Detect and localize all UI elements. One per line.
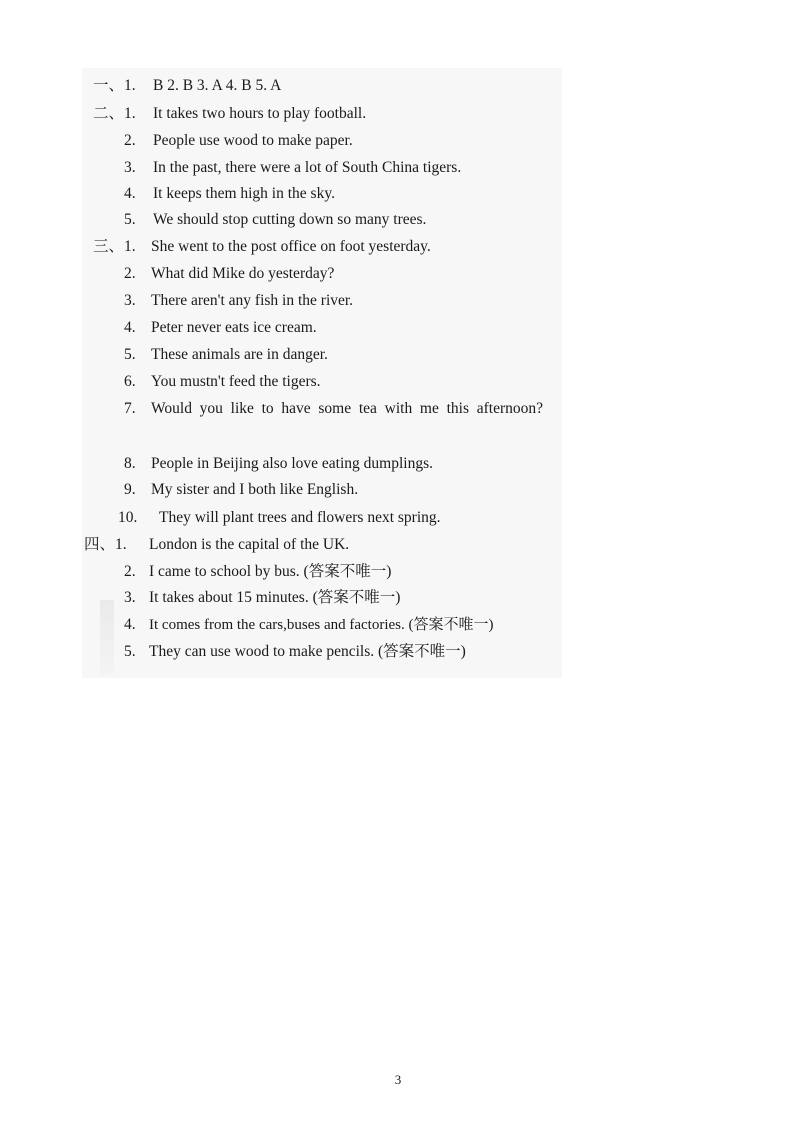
item-number: 2. (124, 563, 136, 580)
item-number: 1. (124, 238, 136, 255)
item-text: You mustn't feed the tigers. (151, 373, 321, 390)
item-number: 4. (124, 319, 136, 336)
item-number: 1. (124, 105, 136, 122)
item-text: They will plant trees and flowers next spring. (159, 509, 441, 526)
item-text: London is the capital of the UK. (149, 536, 350, 553)
item-number: 10. (118, 509, 138, 526)
item-text: We should stop cutting down so many trees. (153, 211, 427, 228)
item-number: 1. (115, 536, 127, 553)
item-number: 5. (124, 346, 136, 363)
section-marker: 一、 (93, 77, 125, 94)
section-marker: 四、 (84, 536, 116, 553)
item-text: These animals are in danger. (151, 346, 328, 363)
page-number: 3 (394, 1072, 402, 1087)
item-number: 9. (124, 481, 136, 498)
item-text: I came to school by bus. (答案不唯一) (149, 563, 392, 580)
item-number: 8. (124, 455, 136, 472)
item-number: 7. (124, 400, 136, 417)
item-number: 3. (124, 159, 136, 176)
scan-shadow (100, 600, 114, 675)
item-number: 4. (124, 616, 136, 633)
item-number: 2. (124, 132, 136, 149)
section-marker: 二、 (93, 105, 125, 122)
item-text: What did Mike do yesterday? (151, 265, 335, 282)
item-number: 4. (124, 185, 136, 202)
item-text: She went to the post office on foot yesterday. (151, 238, 431, 255)
item-number: 6. (124, 373, 136, 390)
item-text: My sister and I both like English. (151, 481, 359, 498)
item-text: It takes two hours to play football. (153, 105, 367, 122)
item-text: In the past, there were a lot of South China tigers. (153, 159, 462, 176)
item-number: 5. (124, 211, 136, 228)
item-text: People in Beijing also love eating dumplings. (151, 455, 433, 472)
item-number: 1. (124, 77, 136, 94)
item-text: They can use wood to make pencils. (答案不唯一) (149, 643, 466, 660)
section-marker: 三、 (93, 238, 125, 255)
item-text: It keeps them high in the sky. (153, 185, 335, 202)
item-text: There aren't any fish in the river. (151, 292, 354, 309)
item-number: 3. (124, 292, 136, 309)
item-text: B 2. B 3. A 4. B 5. A (153, 77, 282, 94)
item-text: Would you like to have some tea with me this afternoon? (151, 400, 543, 417)
item-text: People use wood to make paper. (153, 132, 353, 149)
item-text: It takes about 15 minutes. (答案不唯一) (149, 589, 401, 606)
item-number: 2. (124, 265, 136, 282)
item-number: 5. (124, 643, 136, 660)
item-text: Peter never eats ice cream. (151, 319, 317, 336)
item-number: 3. (124, 589, 136, 606)
item-text: It comes from the cars,buses and factories. (答案不唯一) (149, 617, 494, 633)
